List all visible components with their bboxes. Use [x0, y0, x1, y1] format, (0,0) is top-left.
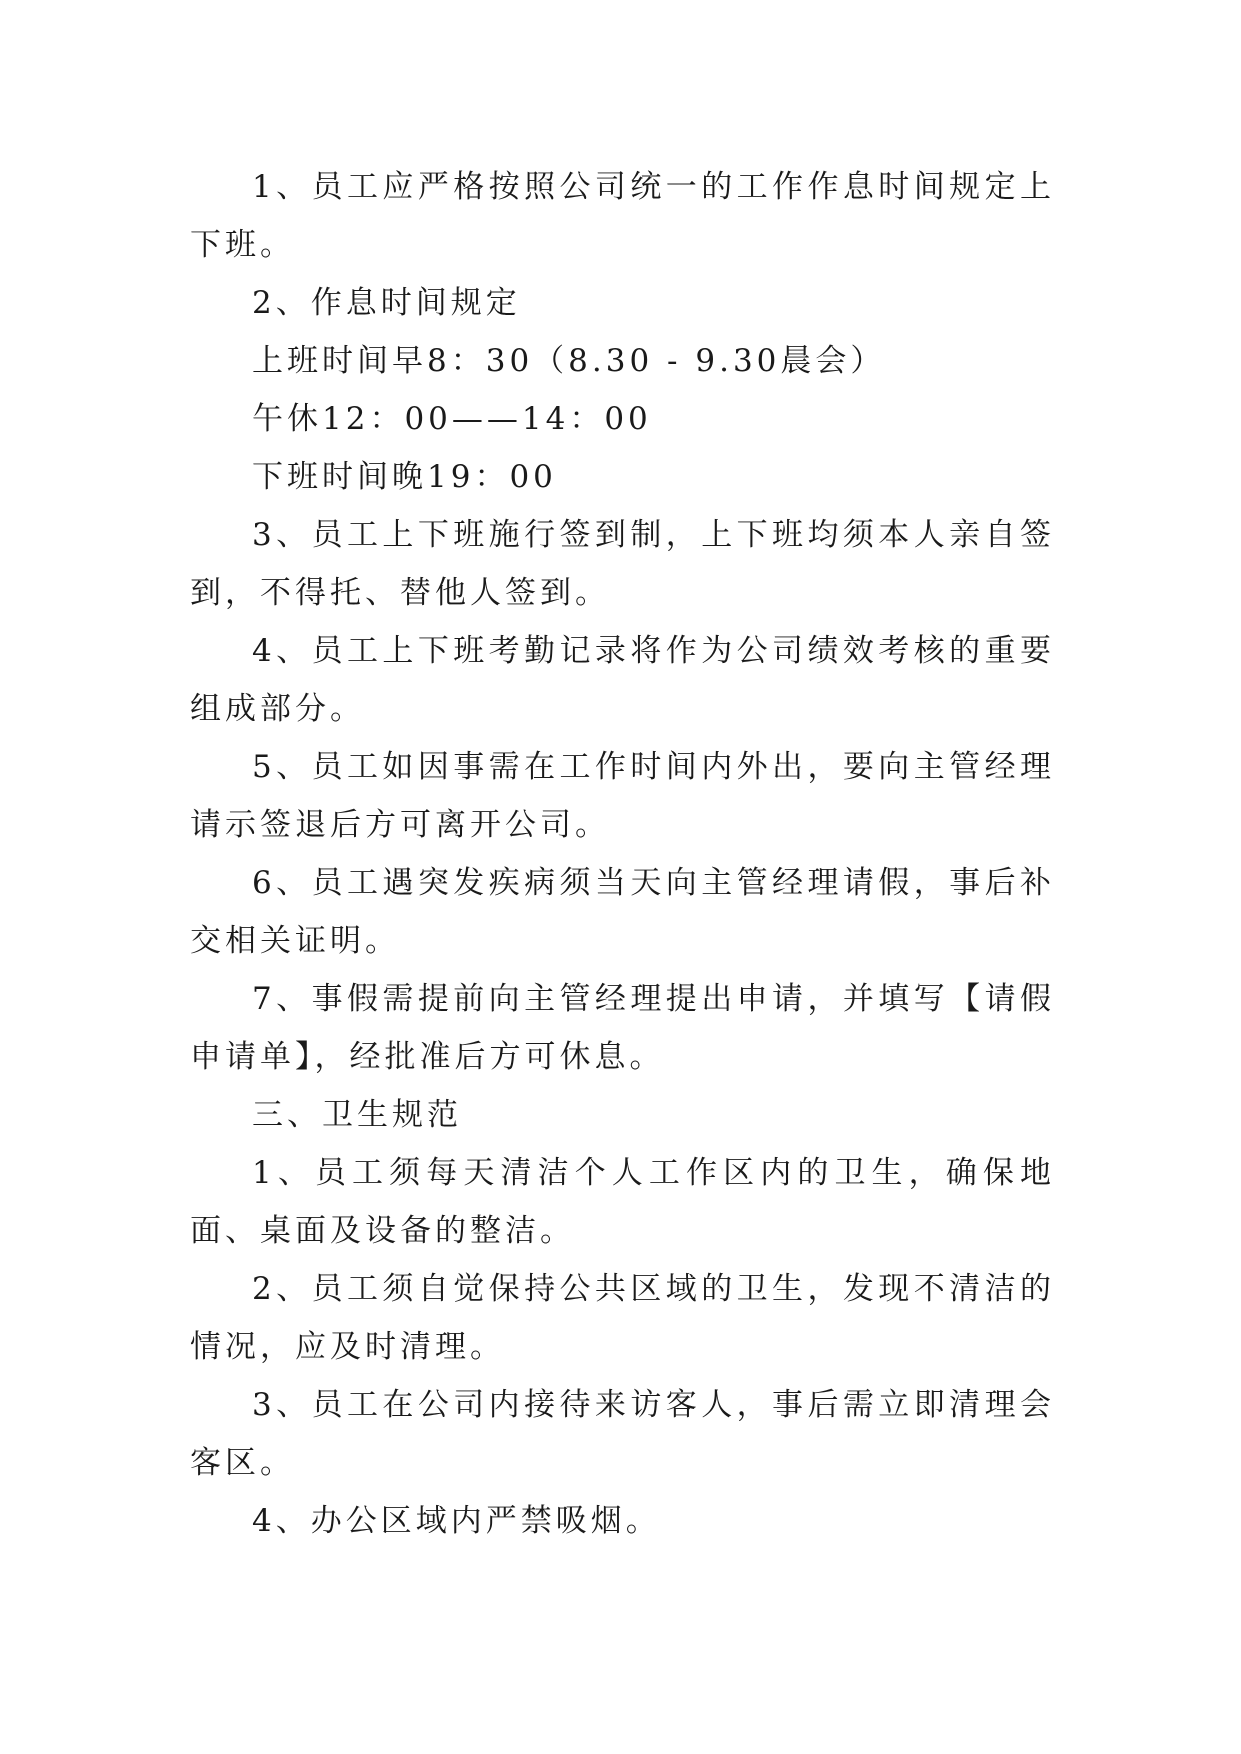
paragraph-rule-6: 6、员工遇突发疾病须当天向主管经理请假，事后补交相关证明。	[190, 865, 1055, 959]
paragraph-lunch-break: 午休12：00——14：00	[252, 401, 652, 437]
paragraph-hygiene-1: 1、员工须每天清洁个人工作区内的卫生，确保地面、桌面及设备的整洁。	[190, 1155, 1055, 1249]
paragraph-work-end-time: 下班时间晚19：00	[252, 459, 557, 495]
paragraph-rule-2-heading: 2、作息时间规定	[252, 285, 521, 321]
paragraph-rule-3: 3、员工上下班施行签到制，上下班均须本人亲自签到，不得托、替他人签到。	[190, 517, 1055, 611]
paragraph-work-start-time: 上班时间早8：30（8.30 - 9.30晨会）	[252, 343, 886, 379]
section-heading-hygiene: 三、卫生规范	[252, 1097, 462, 1133]
paragraph-rule-1: 1、员工应严格按照公司统一的工作作息时间规定上下班。	[190, 169, 1055, 263]
paragraph-hygiene-4: 4、办公区域内严禁吸烟。	[252, 1503, 661, 1539]
paragraph-hygiene-3: 3、员工在公司内接待来访客人，事后需立即清理会客区。	[190, 1387, 1055, 1481]
paragraph-rule-7: 7、事假需提前向主管经理提出申请，并填写【请假申请单】，经批准后方可休息。	[190, 981, 1055, 1075]
paragraph-rule-5: 5、员工如因事需在工作时间内外出，要向主管经理请示签退后方可离开公司。	[190, 749, 1055, 843]
paragraph-hygiene-2: 2、员工须自觉保持公共区域的卫生，发现不清洁的情况，应及时清理。	[190, 1271, 1055, 1365]
document-body	[190, 158, 1055, 1550]
paragraph-rule-4: 4、员工上下班考勤记录将作为公司绩效考核的重要组成部分。	[190, 633, 1055, 727]
